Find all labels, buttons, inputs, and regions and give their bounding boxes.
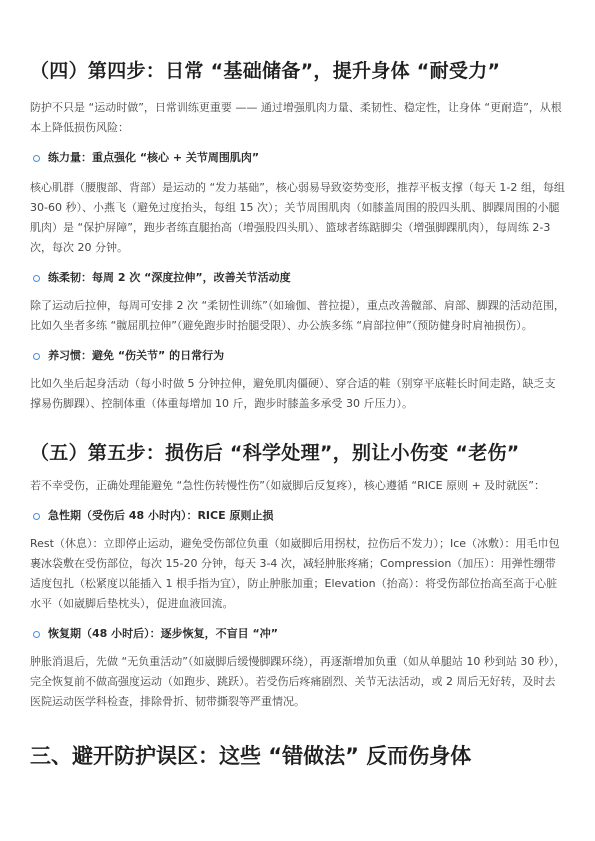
step5-item-recovery-body: 肿胀消退后，先做 “无负重活动”（如崴脚后缓慢脚踝环绕），再逐渐增加负重（如从单腿站 10 秒到站 30 秒），完全恢复前不做高强度运动（如跑步、跳跃）。若受伤后疼痛剧烈、关节无法活动，或 2 周后无好转，及时去医院运动医学科检查，排除骨折、韧带撕裂等严重情况。 bbox=[30, 655, 566, 708]
step4-item-strength-title-row bbox=[30, 150, 566, 166]
step4-item-strength-body: 核心肌群（腰腹部、背部）是运动的 “发力基础”，核心弱易导致姿势变形，推荐平板支撑（每天 1-2 组，每组 30-60 秒）、小燕飞（避免过度抬头，每组 15 次）；关节周围肌肉（如膝盖周围的股四头肌、脚踝周围的小腿肌肉）是 “保护屏障”，跑步者练直腿抬高（增强股四头肌）、篮球者练踮脚尖（增强脚踝肌肉），每周练 2-3 次，每次 20 分钟。 bbox=[30, 181, 565, 254]
step5-item-acute-title-row bbox=[30, 508, 566, 524]
step5-item-recovery-title: 恢复期（48 小时后）：逐步恢复，不盲目 “冲” bbox=[48, 627, 278, 640]
step5-intro: 若不幸受伤，正确处理能避免 “急性伤转慢性伤”（如崴脚后反复疼），核心遵循 “RICE 原则 + 及时就医”： bbox=[30, 479, 546, 492]
step4-item-flexibility-body: 除了运动后拉伸，每周可安排 2 次 “柔韧性训练”（如瑜伽、普拉提），重点改善髋部、肩部、脚踝的活动范围，比如久坐者多练 “髋屈肌拉伸”（避免跑步时抬腿受限）、办公族多练 “肩部拉伸”（预防健身时肩袖损伤）。 bbox=[30, 299, 565, 332]
step5-item-recovery-title-row bbox=[30, 626, 566, 642]
bullet-circle-icon bbox=[33, 353, 40, 360]
section3-heading: 三、避开防护误区：这些 “错做法” 反而伤身体 bbox=[30, 744, 472, 768]
step4-heading: （四）第四步：日常 “基础储备”，提升身体 “耐受力” bbox=[30, 60, 501, 82]
step5-heading: （五）第五步：损伤后 “科学处理”，别让小伤变 “老伤” bbox=[30, 442, 520, 464]
bullet-circle-icon bbox=[33, 275, 40, 282]
step5-item-acute-body: Rest（休息）：立即停止运动，避免受伤部位负重（如崴脚后用拐杖，拉伤后不发力）；Ice（冰敷）：用毛巾包裹冰袋敷在受伤部位，每次 15-20 分钟，每天 3-4 次，减轻肿胀疼痛；Compression（加压）：用弹性绷带适度包扎（松紧度以能插入 1 根手指为宜），防止肿胀加重；Elevation（抬高）：将受伤部位抬高至高于心脏水平（如崴脚后垫枕头），促进血液回流。 bbox=[30, 537, 560, 610]
step4-item-habits-body: 比如久坐后起身活动（每小时做 5 分钟拉伸，避免肌肉僵硬）、穿合适的鞋（别穿平底鞋长时间走路，缺乏支撑易伤脚踝）、控制体重（体重每增加 10 斤，跑步时膝盖多承受 30 斤压力）。 bbox=[30, 377, 556, 410]
step4-item-flexibility-title: 练柔韧：每周 2 次 “深度拉伸”，改善关节活动度 bbox=[48, 271, 291, 284]
bullet-circle-icon bbox=[33, 155, 40, 162]
step4-intro: 防护不只是 “运动时做”，日常训练更重要 —— 通过增强肌肉力量、柔韧性、稳定性，让身体 “更耐造”，从根本上降低损伤风险： bbox=[30, 101, 562, 134]
bullet-circle-icon bbox=[33, 631, 40, 638]
document-page bbox=[30, 58, 566, 770]
step5-item-acute-title: 急性期（受伤后 48 小时内）：RICE 原则止损 bbox=[48, 509, 274, 522]
bullet-circle-icon bbox=[33, 513, 40, 520]
step4-item-flexibility-title-row bbox=[30, 270, 566, 286]
step4-item-habits-title-row bbox=[30, 348, 566, 364]
step4-item-habits-title: 养习惯：避免 “伤关节” 的日常行为 bbox=[48, 349, 225, 362]
step4-item-strength-title: 练力量：重点强化 “核心 + 关节周围肌肉” bbox=[48, 151, 260, 164]
